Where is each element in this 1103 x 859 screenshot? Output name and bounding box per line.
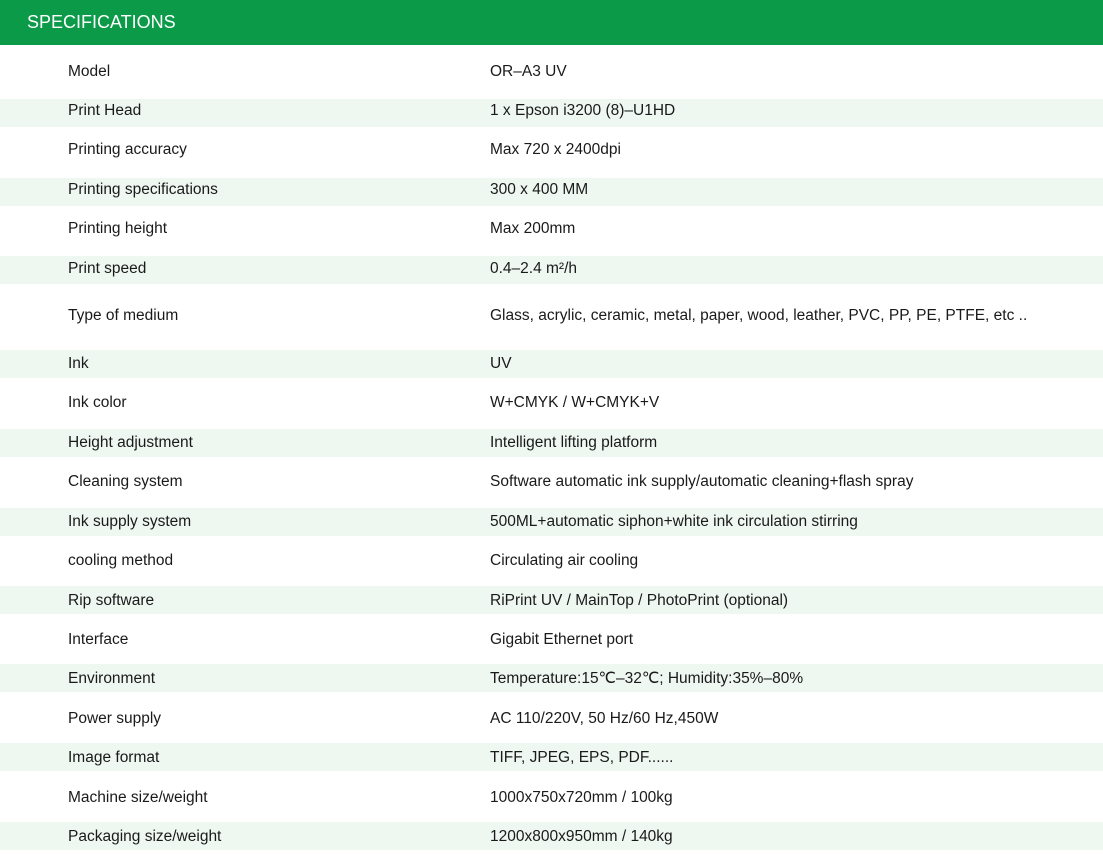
spec-label: Type of medium xyxy=(68,307,179,324)
spec-label: Interface xyxy=(68,631,129,648)
spec-label: Printing specifications xyxy=(68,181,218,198)
specifications-title: SPECIFICATIONS xyxy=(27,12,176,32)
spec-value: UV xyxy=(490,355,512,372)
spec-label: Image format xyxy=(68,749,160,766)
spec-value: OR–A3 UV xyxy=(490,63,567,80)
spec-label: Ink supply system xyxy=(68,513,192,530)
spec-label: Packaging size/weight xyxy=(68,828,222,845)
spec-value: Glass, acrylic, ceramic, metal, paper, wood, leather, PVC, PP, PE, PTFE, etc .. xyxy=(490,307,1028,324)
spec-label: Print speed xyxy=(68,260,147,277)
spec-value: Max 720 x 2400dpi xyxy=(490,141,621,158)
spec-label: Printing height xyxy=(68,220,168,237)
spec-value: Circulating air cooling xyxy=(490,552,639,569)
spec-label: Ink color xyxy=(68,394,127,411)
spec-label: Power supply xyxy=(68,710,162,727)
spec-value: 1000x750x720mm / 100kg xyxy=(490,789,673,806)
spec-label: Environment xyxy=(68,670,156,687)
spec-value: TIFF, JPEG, EPS, PDF...... xyxy=(490,749,674,766)
spec-label: Machine size/weight xyxy=(68,789,208,806)
spec-label: Printing accuracy xyxy=(68,141,187,158)
spec-value: AC 110/220V, 50 Hz/60 Hz,450W xyxy=(490,710,719,727)
spec-label: Model xyxy=(68,63,111,80)
row-band xyxy=(0,350,1103,378)
spec-label: Print Head xyxy=(68,102,142,119)
spec-value: Max 200mm xyxy=(490,220,576,237)
spec-value: 500ML+automatic siphon+white ink circulation stirring xyxy=(490,513,858,530)
spec-value: 1 x Epson i3200 (8)–U1HD xyxy=(490,102,676,119)
specifications-header xyxy=(0,0,1103,45)
spec-value: Software automatic ink supply/automatic cleaning+flash spray xyxy=(490,473,914,490)
spec-label: Rip software xyxy=(68,592,155,609)
spec-label: Cleaning system xyxy=(68,473,183,490)
spec-value: 0.4–2.4 m²/h xyxy=(490,260,578,277)
spec-label: Height adjustment xyxy=(68,434,193,451)
spec-value: 1200x800x950mm / 140kg xyxy=(490,828,673,845)
spec-value: W+CMYK / W+CMYK+V xyxy=(490,394,660,411)
spec-label: Ink xyxy=(68,355,89,372)
spec-label: cooling method xyxy=(68,552,174,569)
spec-value: Intelligent lifting platform xyxy=(490,434,658,451)
spec-value: RiPrint UV / MainTop / PhotoPrint (optional) xyxy=(490,592,789,609)
spec-value: Gigabit Ethernet port xyxy=(490,631,634,648)
spec-value: Temperature:15℃–32℃; Humidity:35%–80% xyxy=(490,670,804,687)
spec-value: 300 x 400 MM xyxy=(490,181,589,198)
